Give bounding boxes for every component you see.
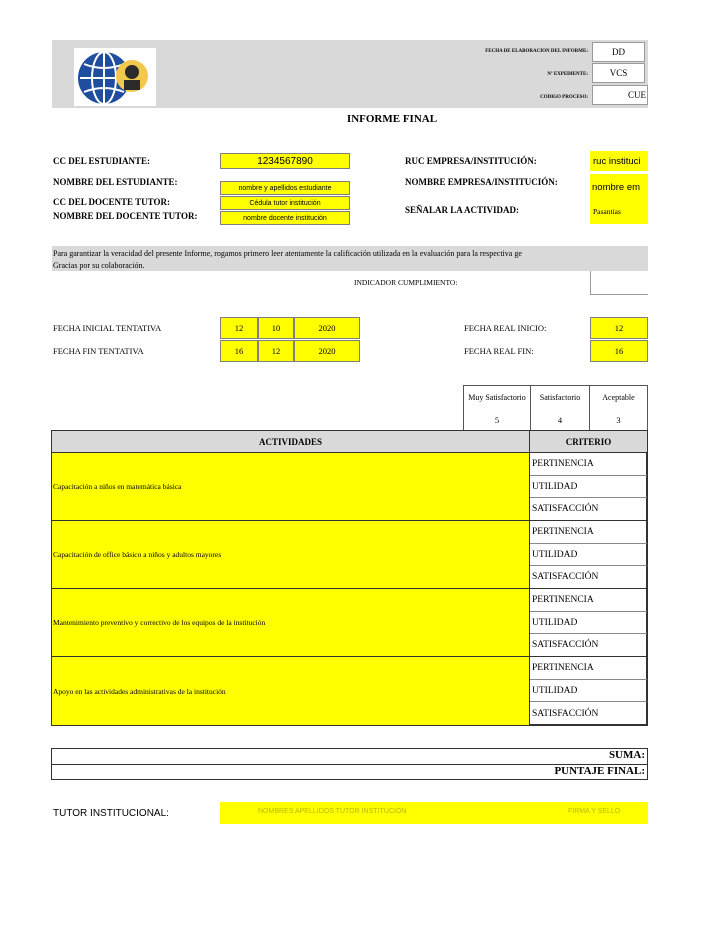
criterio-pertinencia-1: PERTINENCIA: [530, 453, 647, 476]
criterio-satisfaccion-1: SATISFACCIÓN: [530, 498, 647, 521]
criterio-pertinencia-2: PERTINENCIA: [530, 521, 647, 544]
codigo-proceso-value[interactable]: CUE: [592, 85, 648, 105]
nombre-empresa-label: NOMBRE EMPRESA/INSTITUCIÓN:: [405, 177, 558, 187]
criterio-satisfaccion-3: SATISFACCIÓN: [530, 634, 647, 657]
scale-label-satisfactorio: Satisfactorio: [531, 385, 590, 409]
tutor-name-field[interactable]: NOMBRES APELLIDOS TUTOR INSTITUCIÓN: [258, 808, 407, 815]
firma-sello-field[interactable]: FIRMA Y SELLO: [568, 808, 621, 815]
nombre-empresa-value[interactable]: nombre em: [590, 174, 648, 198]
indicador-label: INDICADOR CUMPLIMIENTO:: [354, 278, 458, 287]
fecha-elaboracion-label: FECHA DE ELABORACION DEL INFORME:: [485, 49, 588, 54]
cc-estudiante-label: CC DEL ESTUDIANTE:: [53, 156, 151, 166]
fecha-real-inicio-value[interactable]: 12: [590, 317, 648, 339]
codigo-proceso-label: CODIGO PROCESO:: [540, 95, 588, 100]
cc-estudiante-value[interactable]: 1234567890: [220, 153, 350, 169]
criterio-satisfaccion-2: SATISFACCIÓN: [530, 566, 647, 589]
institution-logo: [74, 48, 156, 106]
actividad-4: Apoyo en las actividades administrativas de la institución: [52, 657, 530, 725]
fecha-inicial-label: FECHA INICIAL TENTATIVA: [53, 323, 162, 333]
criterio-utilidad-2: UTILIDAD: [530, 544, 647, 566]
scale-value-4: 4: [531, 409, 590, 431]
col-criterio-header: CRITERIO: [530, 431, 647, 453]
puntaje-final-label: PUNTAJE FINAL:: [554, 765, 645, 777]
fecha-real-fin-value[interactable]: 16: [590, 340, 648, 362]
actividad-value[interactable]: Pasantias: [590, 198, 648, 224]
fecha-real-inicio-label: FECHA REAL INICIO:: [464, 323, 547, 333]
actividad-label: SEÑALAR LA ACTIVIDAD:: [405, 205, 520, 215]
scale-value-5: 5: [463, 409, 531, 431]
criterio-pertinencia-3: PERTINENCIA: [530, 589, 647, 612]
globe-logo-icon: [74, 48, 156, 106]
scale-label-muy-satisfactorio: Muy Satisfactorio: [463, 385, 531, 409]
actividad-3: Mantenimiento preventivo y correctivo de los equipos de la institución: [52, 589, 530, 657]
cc-docente-value[interactable]: Cédula tutor institución: [220, 196, 350, 210]
col-actividades-header: ACTIVIDADES: [52, 431, 530, 453]
expediente-value[interactable]: VCS: [592, 63, 645, 83]
fecha-fin-label: FECHA FIN TENTATIVA: [53, 346, 144, 356]
nombre-estudiante-label: NOMBRE DEL ESTUDIANTE:: [53, 177, 178, 187]
nombre-docente-value[interactable]: nombre docente institución: [220, 211, 350, 225]
criterio-satisfaccion-4: SATISFACCIÓN: [532, 708, 599, 719]
criterio-utilidad-3: UTILIDAD: [530, 612, 647, 634]
actividad-1: Capacitación a niños en matemática básica: [52, 453, 530, 521]
suma-label: SUMA:: [608, 749, 645, 761]
page-title: INFORME FINAL: [346, 113, 438, 125]
notice-line-2: Gracias por su colaboración.: [53, 261, 145, 270]
cc-docente-label: CC DEL DOCENTE TUTOR:: [53, 197, 170, 207]
scale-value-3: 3: [590, 409, 648, 431]
tutor-institucional-label: TUTOR INSTITUCIONAL:: [53, 808, 169, 819]
criterio-utilidad-1: UTILIDAD: [530, 476, 647, 498]
fecha-fin-anio[interactable]: 2020: [294, 340, 360, 362]
indicador-value[interactable]: [590, 271, 648, 295]
fecha-elaboracion-value[interactable]: DD: [592, 42, 645, 62]
fecha-inicial-anio[interactable]: 2020: [294, 317, 360, 339]
fecha-inicial-dia[interactable]: 12: [220, 317, 258, 339]
fecha-inicial-mes[interactable]: 10: [258, 317, 294, 339]
fecha-real-fin-label: FECHA REAL FIN:: [464, 346, 534, 356]
actividad-2: Capacitación de office básico a niños y adultos mayores: [52, 521, 530, 589]
fecha-fin-dia[interactable]: 16: [220, 340, 258, 362]
scale-label-aceptable: Aceptable: [590, 385, 648, 409]
fecha-fin-mes[interactable]: 12: [258, 340, 294, 362]
criterio-pertinencia-4: PERTINENCIA: [530, 657, 647, 680]
criterio-utilidad-4: UTILIDAD: [530, 680, 647, 702]
ruc-label: RUC EMPRESA/INSTITUCIÓN:: [405, 156, 537, 166]
ruc-value[interactable]: ruc instituci: [590, 151, 648, 171]
notice-line-1: Para garantizar la veracidad del presente Informe, rogamos primero leer atentamente la calificación utilizada en la evaluación para la respectiva ge: [53, 249, 522, 258]
expediente-label: Nº EXPEDIENTE:: [547, 72, 588, 77]
nombre-docente-label: NOMBRE DEL DOCENTE TUTOR:: [53, 211, 198, 221]
nombre-estudiante-value[interactable]: nombre y apellidos estudiante: [220, 181, 350, 195]
